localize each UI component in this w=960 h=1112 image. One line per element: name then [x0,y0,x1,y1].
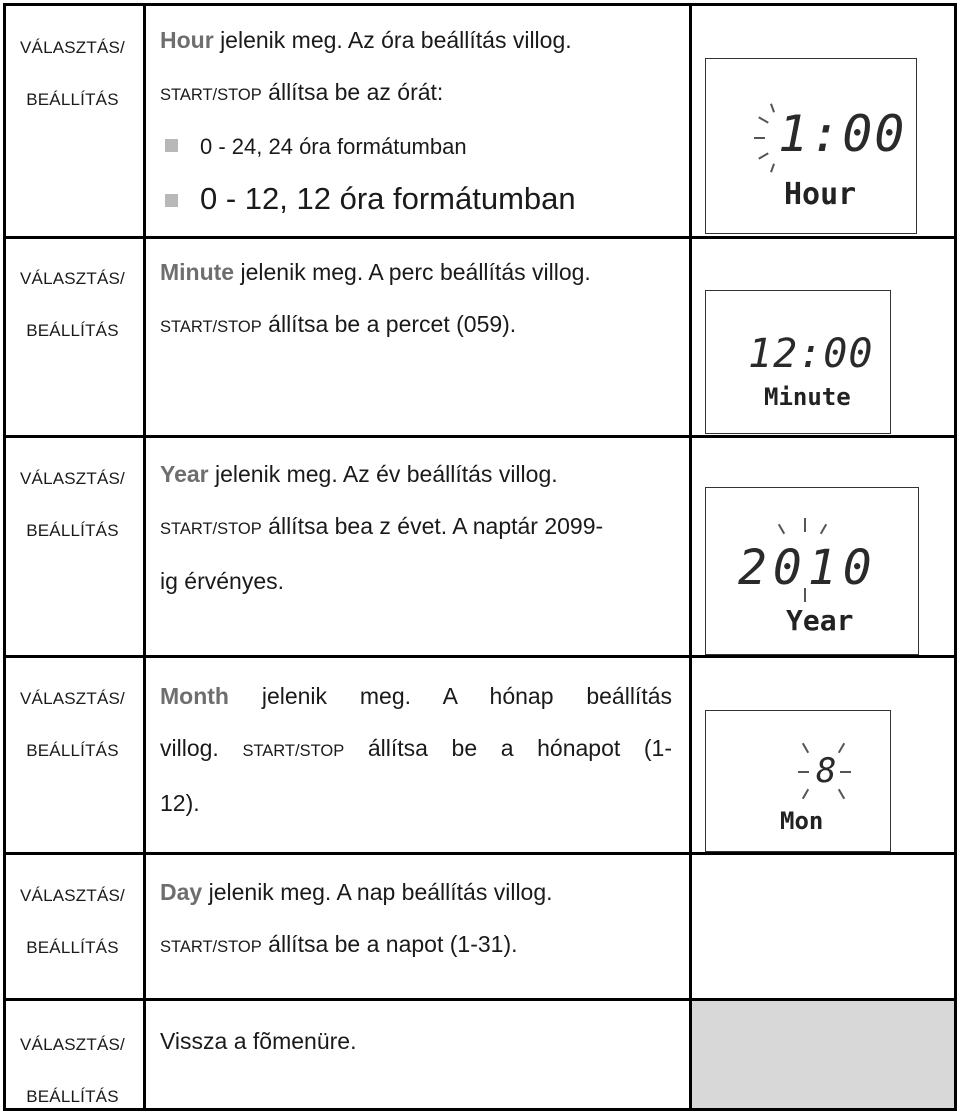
description-text: jelenik meg. A nap beállítás villog. [208,879,553,905]
lcd-digits: 1:00 [778,105,907,163]
table-border-top [3,3,957,6]
table-row-divider [3,236,957,239]
row-description [160,14,670,225]
bullet-icon [165,194,178,207]
row-label-line1: VÁLASZTÁS/ [20,269,125,288]
row-label-line1: VÁLASZTÁS/ [20,689,125,708]
lcd-display-year [705,487,919,655]
shaded-cell [692,1001,954,1108]
row-description [160,448,680,607]
row-description [160,246,680,353]
blink-icon [838,789,845,800]
row-label-line2: BEÁLLÍTÁS [26,521,119,540]
keyword-month: Month [160,683,229,709]
description-text: jelenik meg. Az óra beállítás villog. [220,27,572,53]
start-stop-label: START/STOP [242,742,345,760]
description-text: ig érvényes. [160,568,285,594]
row-label-line2: BEÁLLÍTÁS [26,321,119,340]
blink-icon [798,771,809,773]
row-label-line1: VÁLASZTÁS/ [20,38,125,57]
blink-icon [778,524,785,535]
start-stop-label: START/STOP [160,86,262,104]
lcd-label: Hour [784,177,857,212]
keyword-minute: Minute [160,259,235,285]
description-text: állítsa be a napot (1-31). [268,931,518,957]
row-description [160,670,672,829]
description-text: 12). [160,790,200,816]
lcd-label: Mon [780,807,824,835]
row-label-line2: BEÁLLÍTÁS [26,938,119,957]
description-text: Vissza a fõmenüre. [160,1028,357,1054]
table-border-right [954,3,957,1111]
description-text: jelenik meg. A hónap beállítás [261,683,673,709]
table-column-divider [689,3,692,1111]
description-text: villog. [160,735,219,761]
lcd-digits: 2010 [738,540,878,596]
blink-icon [770,103,775,112]
row-label-line2: BEÁLLÍTÁS [26,741,119,760]
keyword-hour: Hour [160,27,214,53]
blink-icon [820,524,827,535]
blink-icon [840,771,851,773]
description-text: állítsa be a hónapot (1- [367,735,673,761]
blink-icon [804,518,806,532]
description-text: állítsa bea z évet. A naptár 2099- [268,513,604,539]
lcd-display-hour [705,58,917,234]
row-description [160,866,680,973]
description-text: jelenik meg. A perc beállítás villog. [240,259,591,285]
bullet-item: 0 - 24, 24 óra formátumban [200,134,467,159]
start-stop-label: START/STOP [160,520,262,538]
lcd-digits: 12:00 [748,331,874,377]
blink-icon [802,789,809,800]
row-label-line1: VÁLASZTÁS/ [20,469,125,488]
description-text: jelenik meg. Az év beállítás villog. [215,461,558,487]
table-row-divider [3,655,957,658]
bullet-icon [165,139,178,152]
table-row-divider [3,435,957,438]
keyword-year: Year [160,461,209,487]
row-label-line1: VÁLASZTÁS/ [20,886,125,905]
row-label-line1: VÁLASZTÁS/ [20,1035,125,1054]
lcd-digits: 8 [816,751,837,791]
lcd-label: Year [786,604,854,637]
table-border-bottom [3,1108,957,1111]
lcd-display-minute [705,290,891,434]
blink-icon [838,743,845,754]
lcd-label: Minute [764,383,851,411]
keyword-day: Day [160,879,203,905]
row-label-line2: BEÁLLÍTÁS [26,1087,119,1106]
description-text: állítsa be az órát: [268,79,444,105]
blink-icon [758,152,769,159]
blink-icon [758,116,769,123]
blink-icon [754,137,765,139]
blink-icon [802,743,809,754]
start-stop-label: START/STOP [160,318,262,336]
lcd-display-month [705,710,891,852]
description-text: állítsa be a percet (059). [268,311,517,337]
table-row-divider [3,852,957,855]
bullet-item: 0 - 12, 12 óra formátumban [200,181,576,216]
row-label-line2: BEÁLLÍTÁS [26,90,119,109]
blink-icon [770,163,775,172]
start-stop-label: START/STOP [160,938,262,956]
row-description [160,1015,680,1067]
